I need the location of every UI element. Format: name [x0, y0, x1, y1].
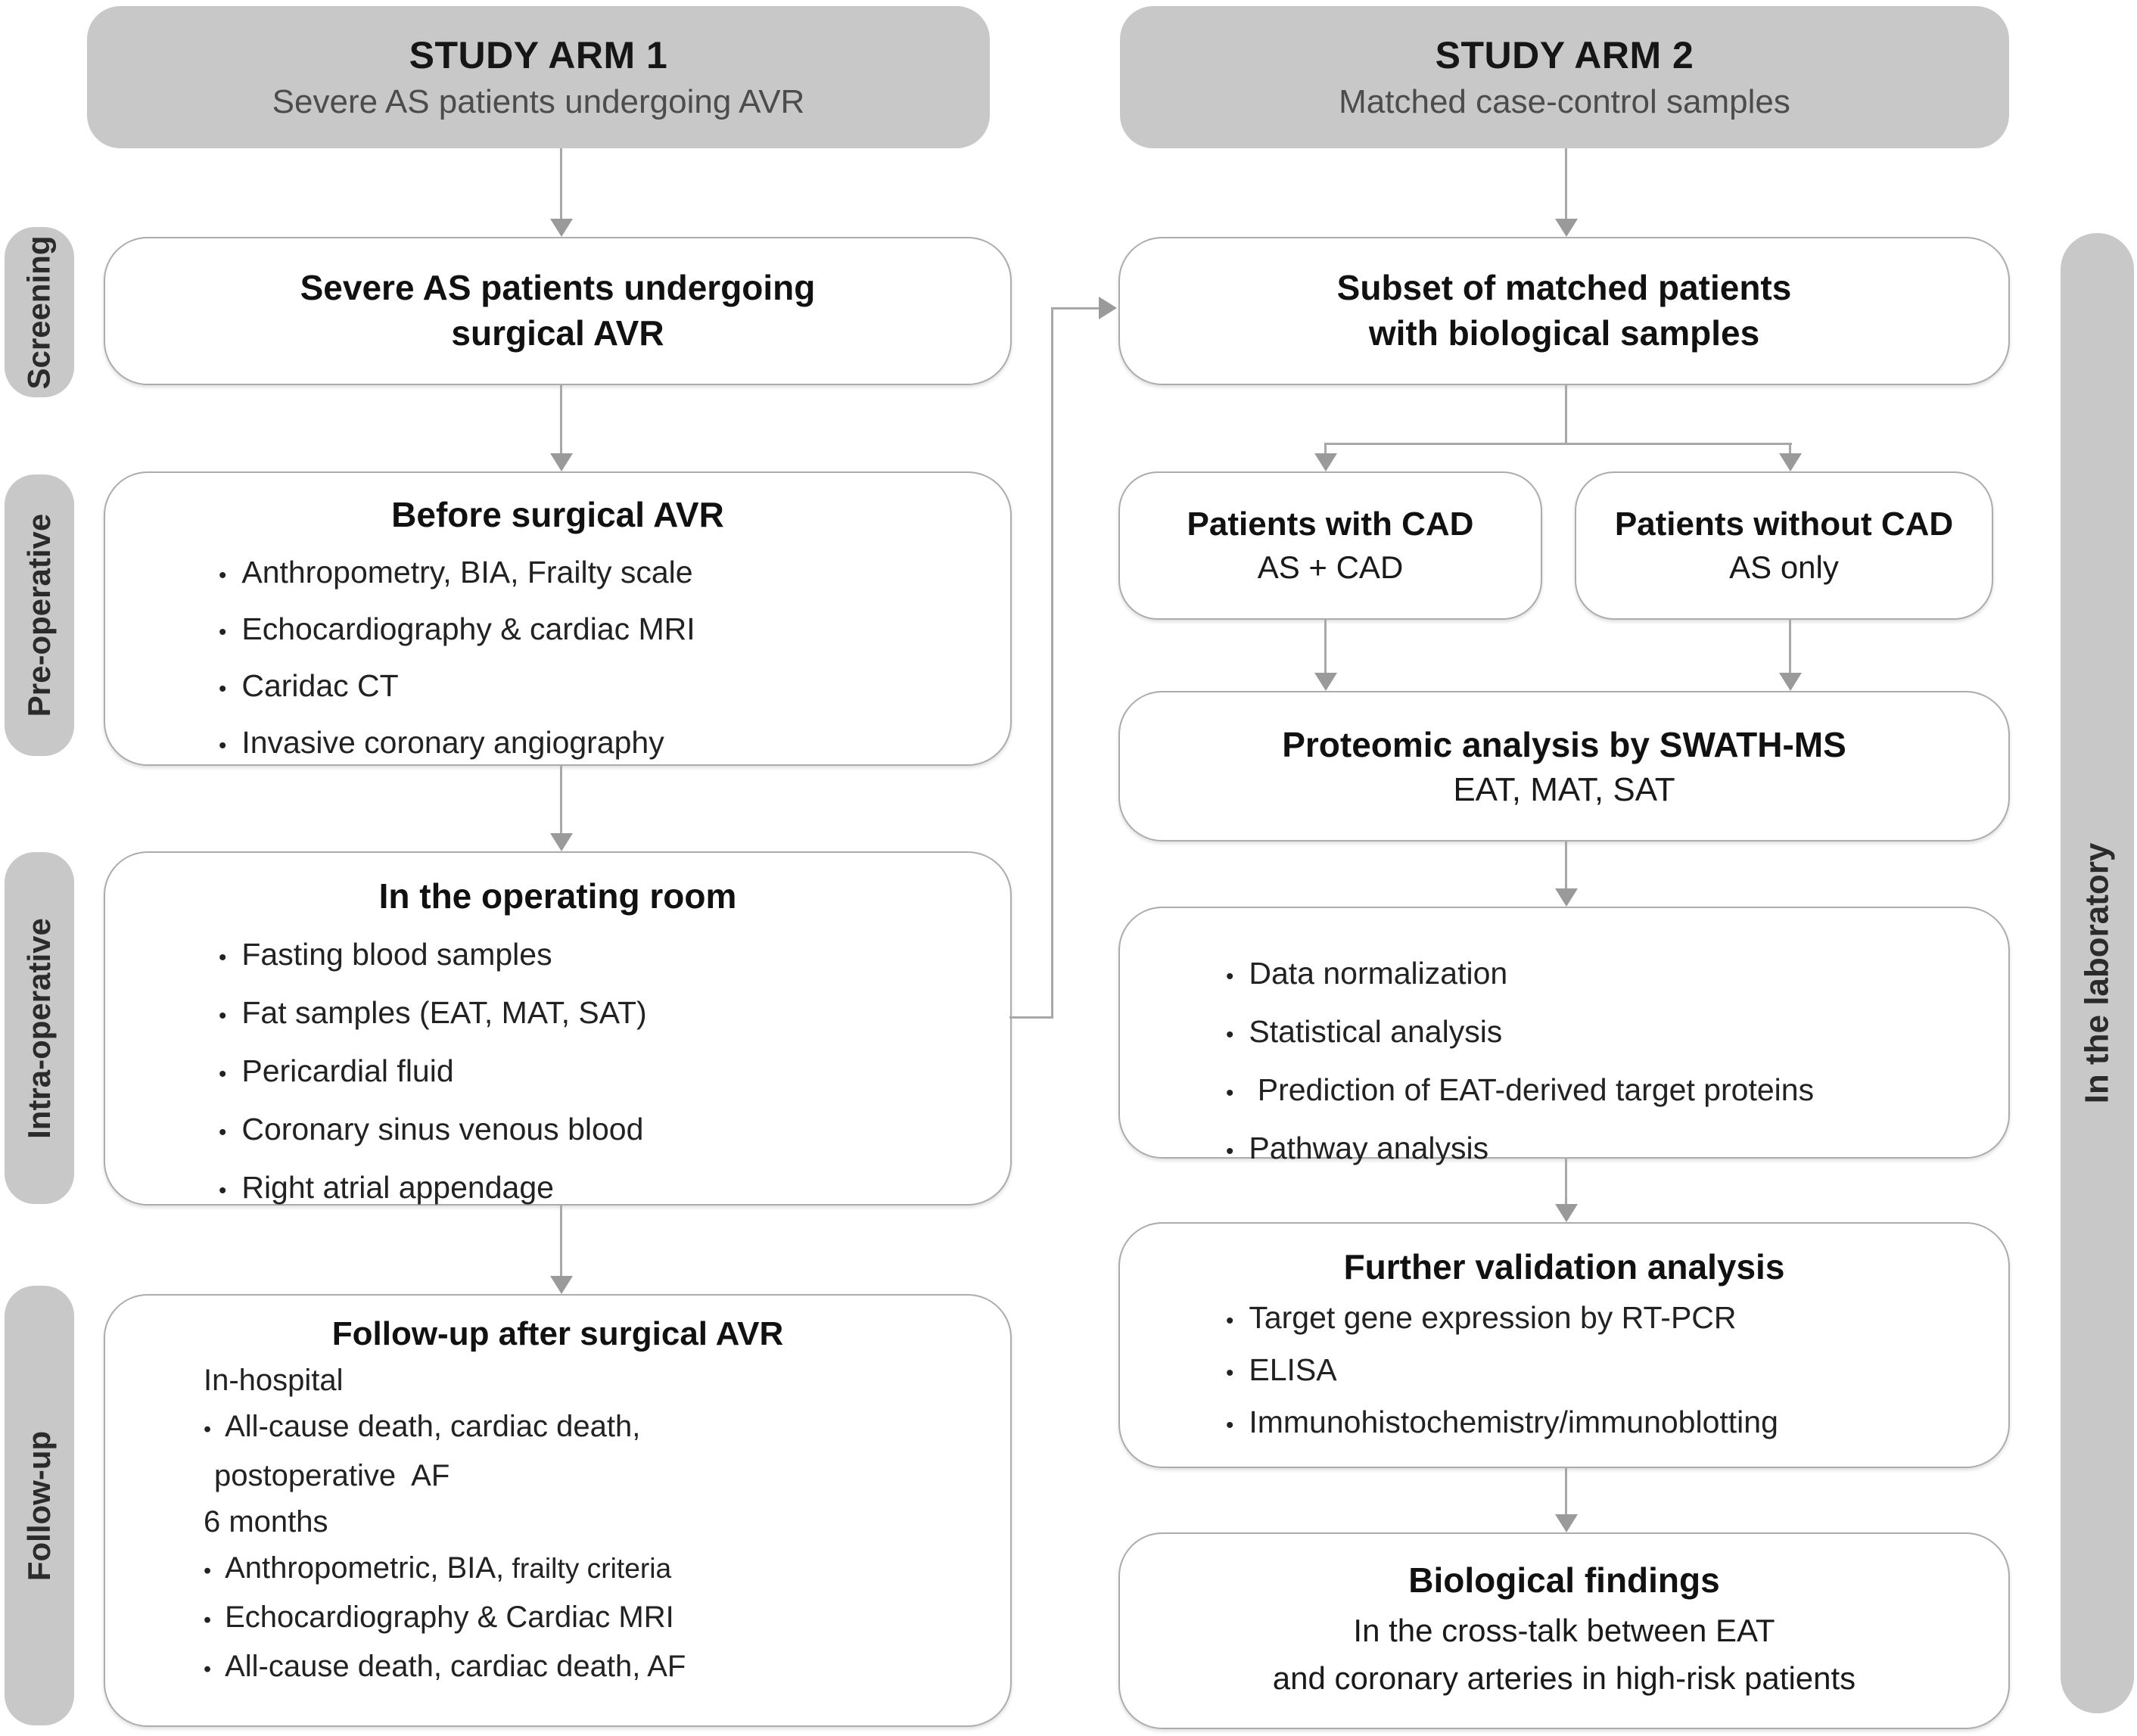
laboratory-rail: In the laboratory: [2061, 233, 2134, 1713]
connector-nocad-proteomic: [1789, 620, 1791, 674]
arm1-followup-box: [104, 1294, 1012, 1727]
bullet-item: • Fasting blood samples: [219, 927, 988, 985]
arrowhead-down: [550, 219, 573, 237]
bullet-icon: •: [219, 677, 227, 702]
findings-box-line2: In the cross-talk between EAT: [1353, 1613, 1775, 1648]
intraop-box-title: In the operating room: [378, 876, 737, 916]
followup-heading: In-hospital: [204, 1364, 344, 1397]
bullet-item: • Prediction of EAT-derived target proteins: [1226, 1062, 1986, 1121]
stage-label-intra-operative: Intra-operative: [5, 852, 74, 1204]
arm1-header-subtitle: Severe AS patients undergoing AVR: [272, 83, 805, 120]
bullet-icon: •: [219, 1178, 227, 1203]
stage-label-screening: Screening: [5, 227, 74, 397]
arm2-nocad-box: [1575, 471, 1993, 620]
cad-box-title: Patients with CAD: [1187, 506, 1474, 543]
bullet-continuation: postoperative AF: [214, 1459, 450, 1492]
bullet-icon: •: [1226, 1413, 1234, 1438]
arrowhead-down: [550, 453, 573, 471]
followup-lines: [105, 1353, 1010, 1693]
arrowhead-down: [1314, 673, 1337, 691]
arm1-screening-box: [104, 237, 1012, 385]
arrowhead-down: [1555, 219, 1578, 237]
connector-arm1-header: [560, 148, 562, 221]
screening-box-line1: Severe AS patients undergoing: [300, 268, 816, 308]
bullet-item: • Anthropometry, BIA, Frailty scale: [219, 546, 988, 602]
bullet-icon: •: [219, 620, 227, 645]
arm1-header-title: STUDY ARM 1: [409, 34, 668, 76]
bullet-icon: •: [204, 1657, 212, 1682]
nocad-box-subtitle: AS only: [1729, 549, 1839, 585]
bullet-item: • Anthropometric, BIA, frailty criteria: [204, 1545, 988, 1594]
connector-branch: [1326, 443, 1792, 445]
bullet-item: • Pericardial fluid: [219, 1044, 988, 1102]
bullet-item: • Statistical analysis: [1226, 1004, 1986, 1062]
arrowhead-down: [550, 1276, 573, 1294]
subset-box-line2: with biological samples: [1368, 313, 1760, 353]
arrowhead-down: [1314, 453, 1337, 471]
bullet-icon: •: [204, 1417, 212, 1442]
arm2-analysis-box: [1118, 907, 2010, 1165]
connector-preop-intraop: [560, 766, 562, 835]
validation-bullet-list: [1120, 1287, 2008, 1450]
arrowhead-down: [550, 833, 573, 851]
arm1-preop-box: [104, 471, 1012, 766]
bullet-item: • Echocardiography & Cardiac MRI: [204, 1594, 988, 1644]
arrowhead-down: [1779, 673, 1802, 691]
connector-elbow-top: [1051, 307, 1100, 310]
followup-heading: 6 months: [204, 1505, 328, 1538]
nocad-box-title: Patients without CAD: [1614, 506, 1954, 543]
bullet-item: • Echocardiography & cardiac MRI: [219, 602, 988, 659]
connector-elbow-bottom: [1009, 1016, 1053, 1019]
arm2-validation-box: [1118, 1222, 2010, 1468]
preop-bullet-list: [105, 535, 1010, 773]
bullet-icon: •: [1226, 1361, 1234, 1386]
bullet-icon: •: [1226, 1139, 1234, 1164]
bullet-icon: •: [219, 1062, 227, 1087]
connector-cad-proteomic: [1324, 620, 1327, 674]
bullet-icon: •: [1226, 1022, 1234, 1047]
screening-box-line2: surgical AVR: [451, 313, 664, 353]
bullet-item: • Right atrial appendage: [219, 1160, 988, 1218]
connector-arm2-header: [1565, 148, 1567, 221]
arm2-proteomic-box: [1118, 691, 2010, 842]
bullet-icon: •: [204, 1608, 212, 1632]
arrowhead-right: [1099, 297, 1117, 319]
findings-box-line3: and coronary arteries in high-risk patients: [1272, 1660, 1856, 1696]
connector-intraop-followup: [560, 1206, 562, 1277]
arm2-findings-box: [1118, 1532, 2010, 1729]
arm2-cad-box: [1118, 471, 1542, 620]
bullet-icon: •: [204, 1559, 212, 1583]
connector-subset-stub: [1565, 385, 1567, 445]
arm1-header: [87, 6, 990, 148]
bullet-item: • All-cause death, cardiac death, AF: [204, 1644, 988, 1693]
arm2-subset-box: [1118, 237, 2010, 385]
bullet-item: • Coronary sinus venous blood: [219, 1102, 988, 1160]
bullet-icon: •: [1226, 964, 1234, 989]
followup-box-title: Follow-up after surgical AVR: [331, 1315, 784, 1352]
bullet-icon: •: [1226, 1308, 1234, 1333]
bullet-item: • Caridac CT: [219, 659, 988, 716]
arrowhead-down: [1555, 888, 1578, 907]
subset-box-line1: Subset of matched patients: [1336, 268, 1792, 308]
preop-box-title: Before surgical AVR: [391, 495, 724, 534]
bullet-item: • Invasive coronary angiography: [219, 716, 988, 773]
bullet-item: • Immunohistochemistry/immunoblotting: [1226, 1398, 1986, 1450]
arm2-header-title: STUDY ARM 2: [1435, 34, 1694, 76]
bullet-item: • All-cause death, cardiac death,: [204, 1404, 988, 1453]
bullet-icon: •: [1226, 1081, 1234, 1106]
bullet-icon: •: [219, 563, 227, 588]
bullet-item: • Data normalization: [1226, 946, 1986, 1004]
bullet-icon: •: [219, 1120, 227, 1145]
proteomic-box-subtitle: EAT, MAT, SAT: [1453, 770, 1675, 808]
arrowhead-down: [1555, 1204, 1578, 1222]
connector-proteomic-analysis: [1565, 842, 1567, 890]
arm1-intraop-box: [104, 851, 1012, 1206]
connector-analysis-validation: [1565, 1159, 1567, 1206]
bullet-item: • ELISA: [1226, 1346, 1986, 1398]
stage-label-follow-up: Follow-up: [5, 1286, 74, 1725]
findings-box-title: Biological findings: [1408, 1560, 1720, 1600]
proteomic-box-title: Proteomic analysis by SWATH-MS: [1282, 724, 1846, 764]
bullet-item: • Fat samples (EAT, MAT, SAT): [219, 985, 988, 1044]
analysis-bullet-list: [1120, 908, 2008, 1179]
arm2-header-subtitle: Matched case-control samples: [1339, 83, 1790, 120]
bullet-icon: •: [219, 945, 227, 970]
arrowhead-down: [1779, 453, 1802, 471]
arm2-header: [1120, 6, 2009, 148]
connector-validation-findings: [1565, 1468, 1567, 1516]
validation-box-title: Further validation analysis: [1343, 1247, 1785, 1286]
cad-box-subtitle: AS + CAD: [1257, 549, 1404, 585]
connector-screening-preop: [560, 385, 562, 455]
bullet-icon: •: [219, 1003, 227, 1028]
intraop-bullet-list: [105, 916, 1010, 1218]
bullet-item: • Target gene expression by RT-PCR: [1226, 1293, 1986, 1346]
stage-label-pre-operative: Pre-operative: [5, 474, 74, 756]
connector-elbow-vertical: [1051, 307, 1053, 1019]
bullet-icon: •: [219, 733, 227, 758]
bullet-item: • Pathway analysis: [1226, 1121, 1986, 1179]
arrowhead-down: [1555, 1514, 1578, 1532]
